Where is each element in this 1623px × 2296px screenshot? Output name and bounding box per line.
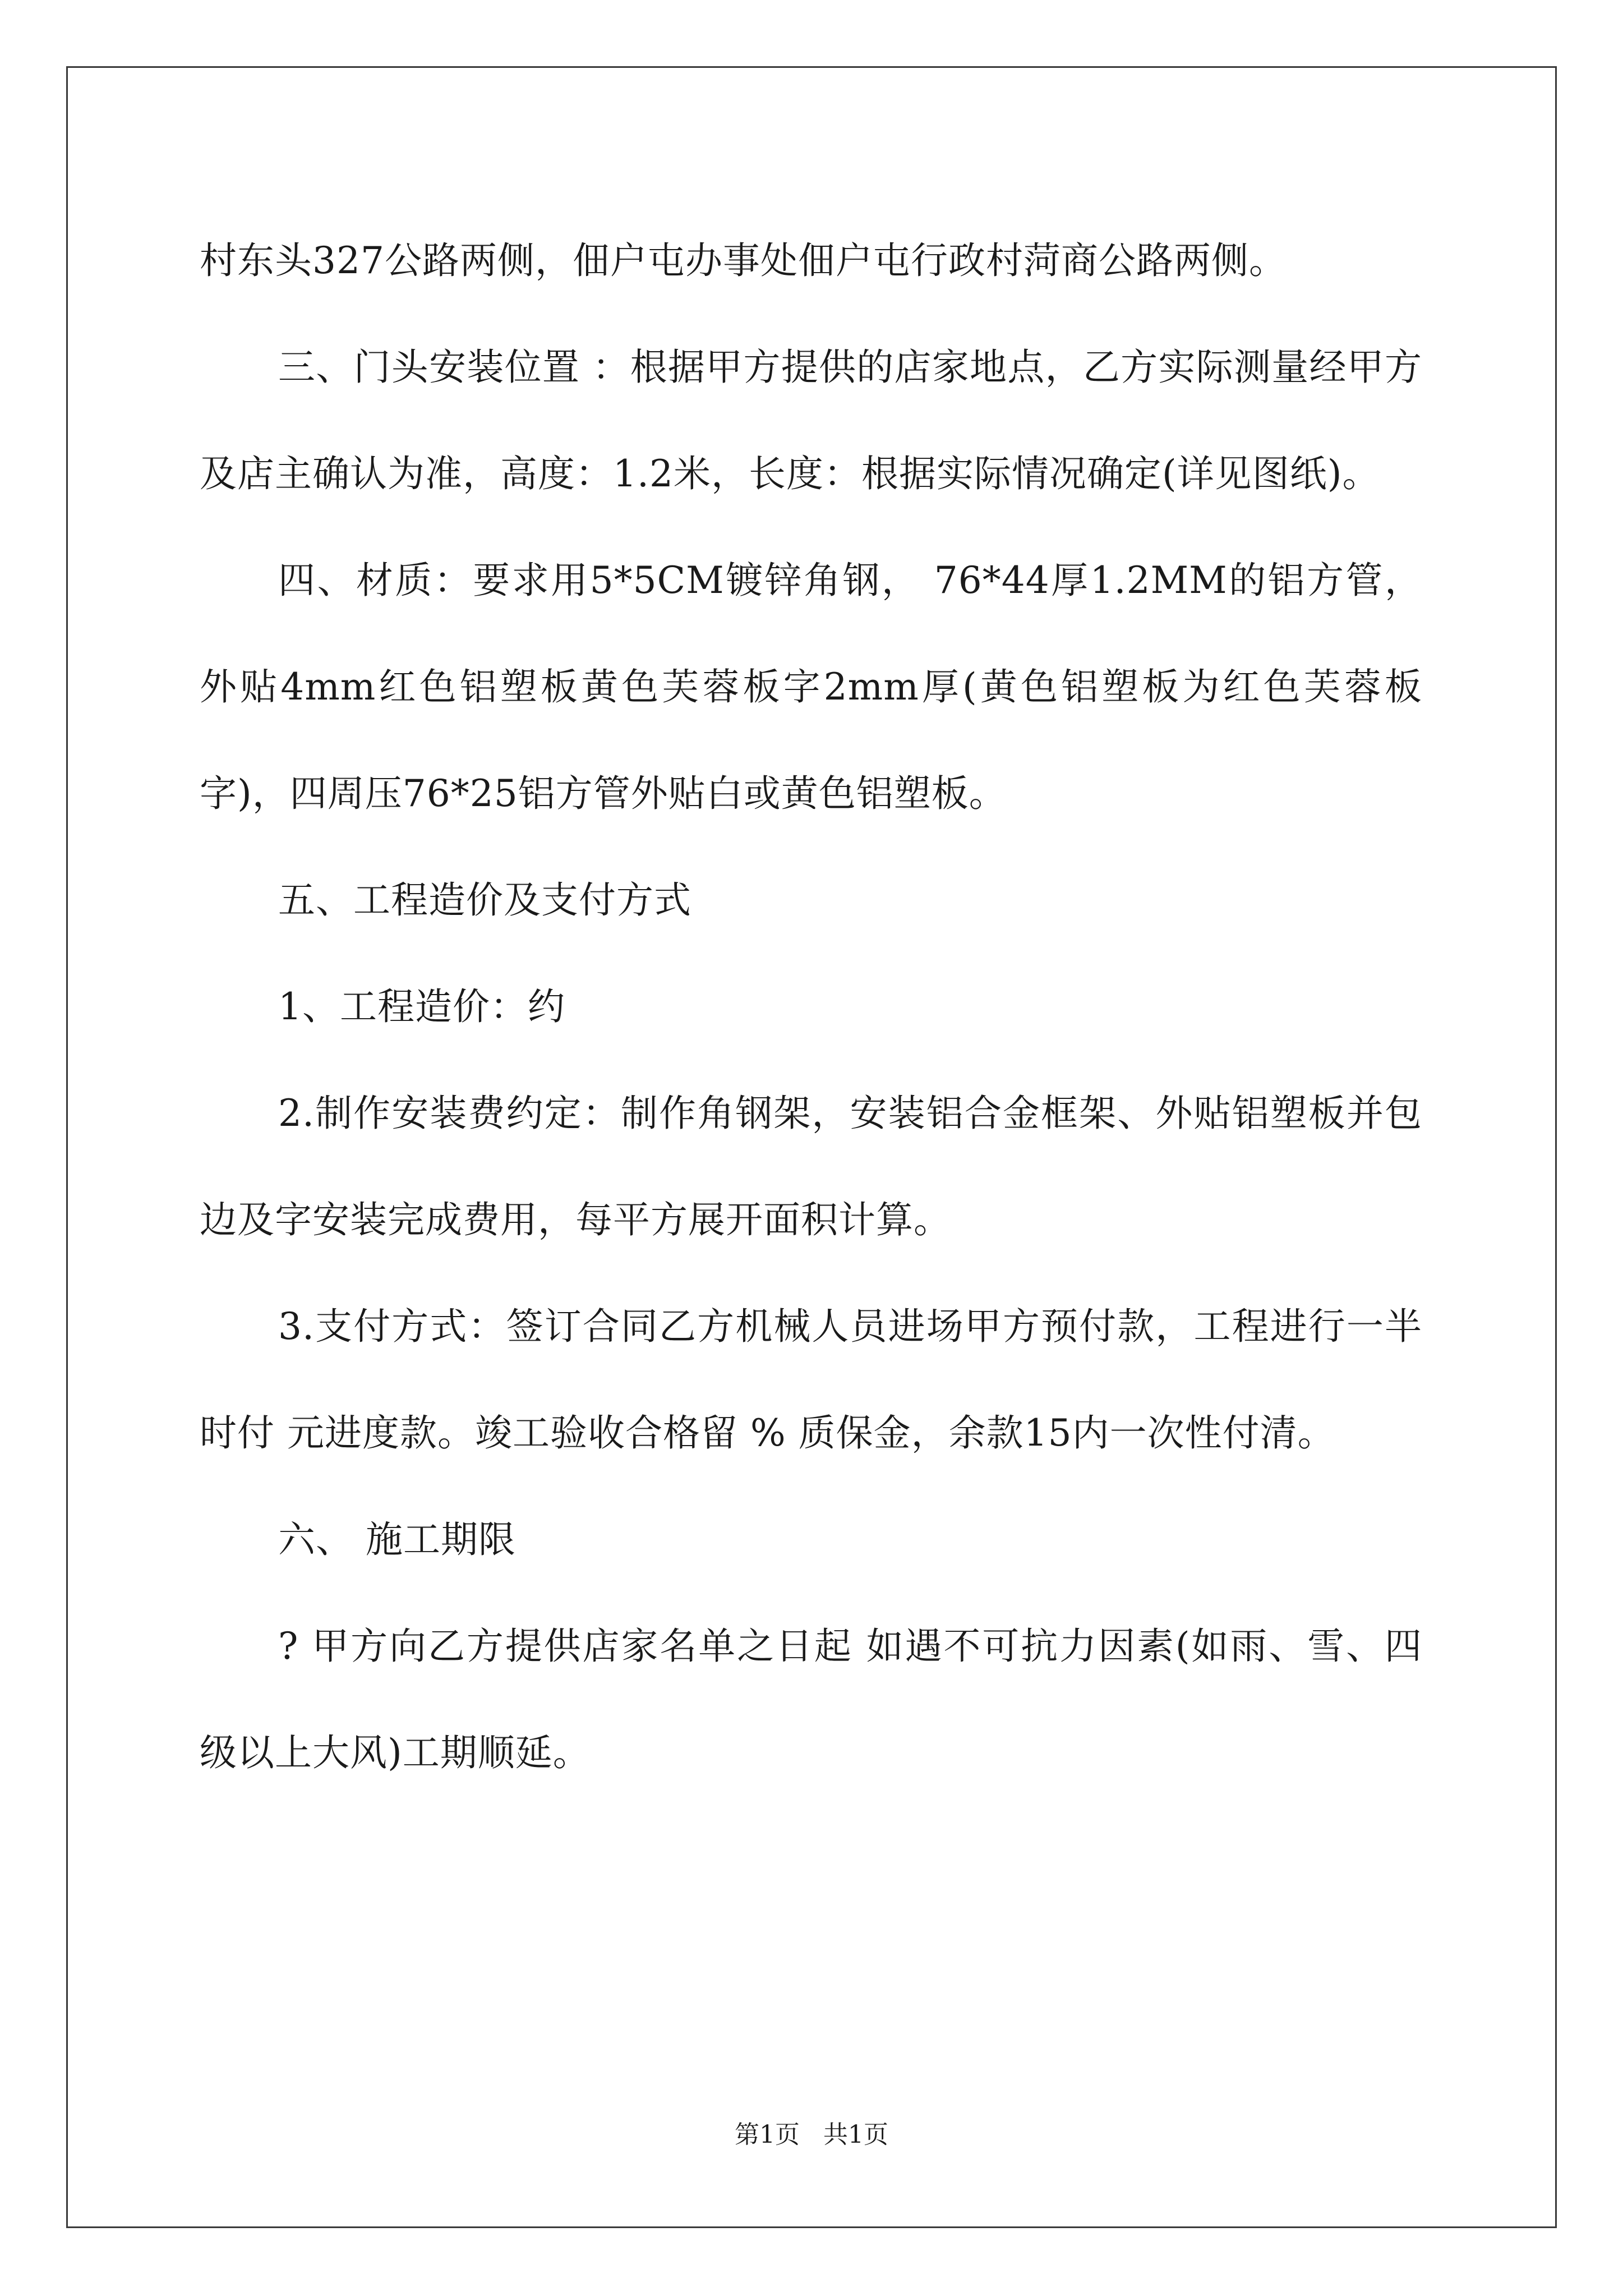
paragraph-location: 村东头327公路两侧，佃户屯办事处佃户屯行政村菏商公路两侧。 — [200, 239, 1287, 282]
page-footer — [0, 2118, 1623, 2152]
paragraph-installation-position: 三、门头安装位置 ：根据甲方提供的店家地点，乙方实际测量经甲方及店主确认为准，高度：1.2米，长度：根据实际情况确定(详见图纸)。 — [200, 346, 1422, 495]
paragraph-construction-period: ? 甲方向乙方提供店家名单之日起 如遇不可抗力因素(如雨、雪、四级以上大风)工期顺延。 — [200, 1625, 1422, 1774]
document-body — [200, 208, 1422, 1806]
paragraph-installation-fee: 2.制作安装费约定：制作角钢架，安装铝合金框架、外贴铝塑板并包边及字安装完成费用，每平方展开面积计算。 — [200, 1092, 1422, 1241]
section-heading-construction-period: 六、 施工期限 — [278, 1518, 516, 1561]
paragraph-materials: 四、材质：要求用5*5CM镀锌角钢， 76*44厚1.2MM的铝方管，外贴4mm红色铝塑板黄色芙蓉板字2mm厚(黄色铝塑板为红色芙蓉板字)，四周压76*25铝方管外贴白或黄色铝塑板。 — [200, 559, 1422, 815]
paragraph-project-cost: 1、工程造价：约 — [278, 985, 565, 1028]
page-number: 第1页 — [735, 2120, 800, 2149]
paragraph-payment-method: 3.支付方式：签订合同乙方机械人员进场甲方预付款，工程进行一半时付 元进度款。竣工验收合格留 % 质保金，余款15内一次性付清。 — [200, 1305, 1422, 1455]
page-total: 共1页 — [823, 2120, 888, 2149]
section-heading-cost-payment: 五、工程造价及支付方式 — [278, 878, 691, 922]
